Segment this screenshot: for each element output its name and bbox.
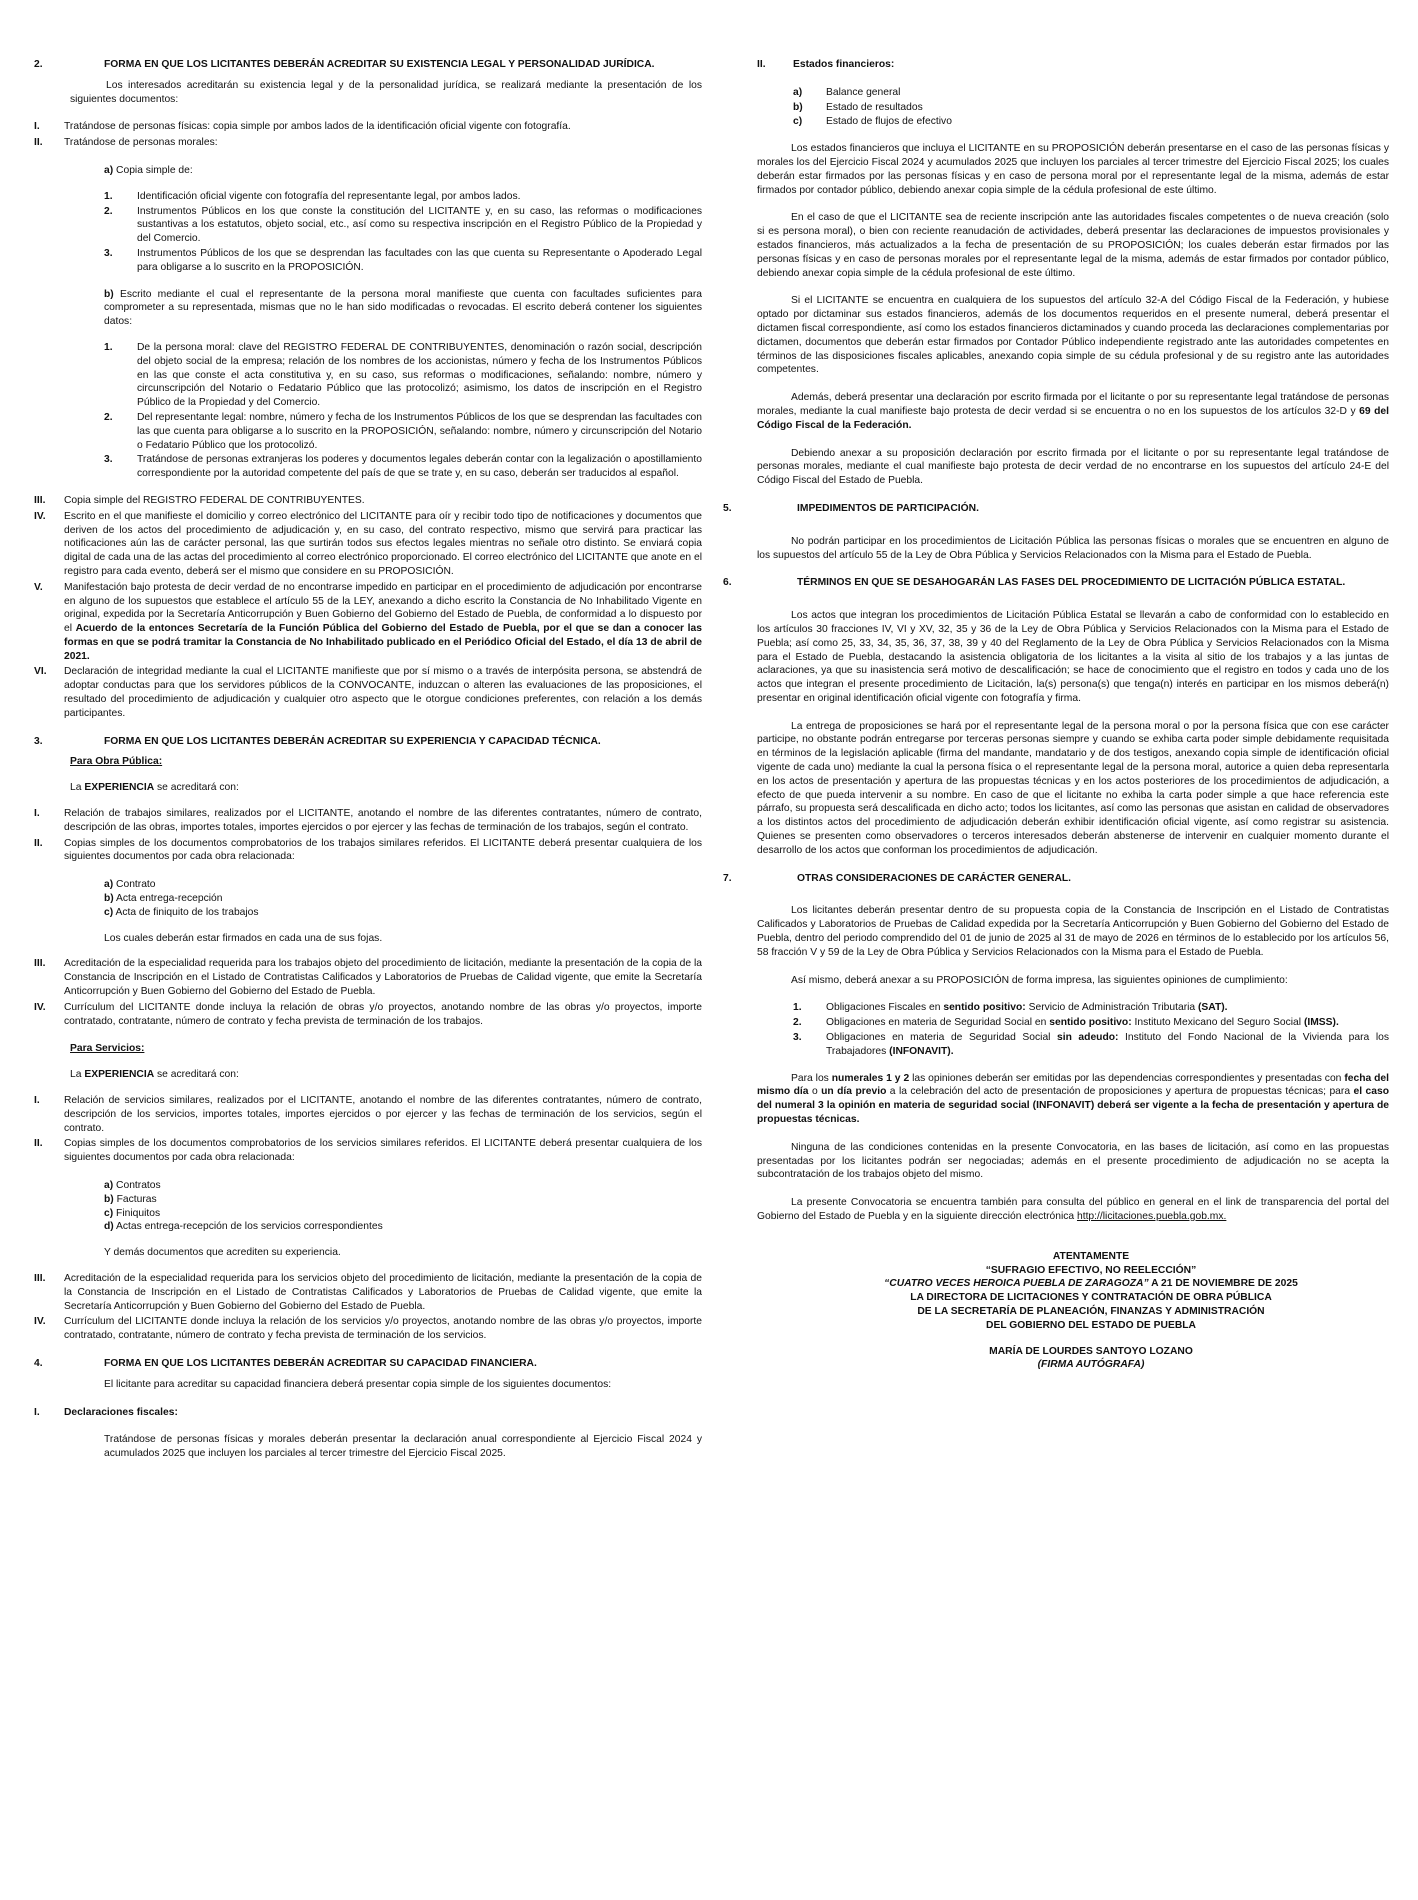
text-span: IV. bbox=[34, 1316, 46, 1328]
text-span: Estado de resultados bbox=[826, 101, 923, 113]
list-item bbox=[793, 86, 1389, 100]
text-span: c) bbox=[104, 906, 114, 918]
list-item bbox=[104, 411, 702, 452]
list-item bbox=[104, 906, 702, 920]
text-span: Manifestación bajo protesta de decir verdad de no encontrarse impedido en participar en el procedimiento de adjudicación por encontrarse en alguno de los supuestos que establece el artículo 55 de la LEY, anexando a dicho escrito la Constancia de No Inhabilitado Vigente en original, expedida por la Secretaría Anticorrupción y Buen Gobierno del Gobierno del Estado de Puebla, de conformidad a lo dispuesto por el bbox=[64, 581, 702, 635]
serv-item-iv bbox=[34, 1315, 702, 1343]
text-span: 5. bbox=[723, 502, 732, 514]
text-span: Facturas bbox=[116, 1193, 157, 1205]
list-item bbox=[104, 205, 702, 246]
roman-numeral: II. bbox=[34, 137, 43, 149]
text-span: 1. bbox=[793, 1002, 802, 1014]
serv-item-iii bbox=[34, 1272, 702, 1313]
text-span: Obligaciones Fiscales en bbox=[826, 1002, 944, 1014]
text-span: EXPERIENCIA bbox=[84, 1069, 155, 1081]
text-span: Obligaciones en materia de Seguridad Social en bbox=[826, 1017, 1050, 1029]
text-span: Además, deberá presentar una declaración por escrito firmada por el licitante o por su representante legal tratándose de personas morales, mediante la cual manifieste bajo protesta de decir verdad si se encuentra o no en los supuestos de los artículos 32-D y bbox=[757, 392, 1389, 417]
text-span: 3. bbox=[104, 247, 113, 259]
text-span: 7. bbox=[723, 872, 732, 884]
text-span: b) bbox=[793, 101, 803, 113]
signer-name: MARÍA DE LOURDES SANTOYO LOZANO bbox=[989, 1345, 1193, 1357]
text-span: Relación de trabajos similares, realizados por el LICITANTE, anotando el nombre de las diferentes contratantes, número de contrato, descripción de las obras, importes totales, importes ejercidos o por ejercer y las fechas de terminación de los trabajos, según el contrato. bbox=[64, 808, 702, 833]
text-span: III. bbox=[34, 494, 46, 506]
item-4-i bbox=[34, 1406, 702, 1420]
list-item bbox=[793, 1001, 1389, 1015]
paragraph: Los actos que integran los procedimientos de Licitación Pública Estatal se llevarán a cabo de conformidad con lo establecido en los artículos 30 fracciones IV, VI y XV, 32, 35 y 36 de la Ley de Obra Pública y Servicios Relacionados con la Misma para el Estado de Puebla; así como 25, 33, 34, 35, 36, 37, 38, 39 y 40 del Reglamento de la Ley de Obra Pública y Servicios Relacionados con la Misma para el Estado de Puebla, destacando la asistencia obligatoria de los licitantes a la visita al sitio de los trabajos y a las juntas de aclaraciones, ya que su inasistencia será motivo de descalificación; se hace de conocimiento que el registro en todos y cada uno de los actos que integran el presente procedimiento de Licitación, la(s) persona(s) que tenga(n) interés en participar en los mismos deberá(n) presentar en original identificación oficial vigente con fotografía y firma. bbox=[757, 610, 1389, 704]
text-span: Para los bbox=[791, 1072, 832, 1084]
text-span: Balance general bbox=[826, 86, 901, 98]
signature-line: LA DIRECTORA DE LICITACIONES Y CONTRATACIÓN DE OBRA PÚBLICA bbox=[910, 1292, 1272, 1304]
text-span: TÉRMINOS EN QUE SE DESAHOGARÁN LAS FASES DEL PROCEDIMIENTO DE LICITACIÓN PÚBLICA ESTATAL. bbox=[797, 577, 1346, 589]
signature-line bbox=[793, 1277, 1389, 1291]
text-span: 2. bbox=[104, 205, 113, 217]
declaraciones-text: Tratándose de personas físicas y morales deberán presentar la declaración anual correspondiente al Ejercicio Fiscal 2024 y acumulados 2025 que incluyen los parciales al tercer trimestre del Ejercicio Fiscal 2025. bbox=[104, 1434, 702, 1460]
right-column bbox=[723, 58, 1390, 1372]
text-span: La bbox=[70, 782, 85, 794]
text-span: 3. bbox=[793, 1032, 802, 1044]
obra-item-iv bbox=[34, 1001, 702, 1029]
list-item bbox=[104, 247, 702, 275]
serv-more-note: Y demás documentos que acrediten su experiencia. bbox=[104, 1247, 341, 1259]
text-span: o bbox=[808, 1086, 822, 1098]
item-2-i bbox=[34, 120, 702, 134]
section-4-heading bbox=[34, 1357, 702, 1371]
item-2-ii bbox=[34, 136, 702, 150]
text-span: sin adeudo: bbox=[1057, 1032, 1119, 1044]
item-2-iii bbox=[34, 494, 702, 508]
section-6-heading bbox=[723, 576, 1389, 590]
text-span: Currículum del LICITANTE donde incluya la relación de los servicios y/o proyectos, anotando nombre de las obras y/o proyectos, importe contratado, contratante, número de contrato y fecha prevista de terminación de los servicios. bbox=[64, 1316, 702, 1342]
list-item bbox=[104, 341, 702, 410]
paragraph: Si el LICITANTE se encuentra en cualquiera de los supuestos del artículo 32-A del Código Fiscal de la Federación, y hubiese optado por dictaminar sus estados financieros, además de los documentos requeridos en el presente numeral, deberá presentar el dictamen fiscal correspondiente, así como los estados financieros dictaminados y cuando proceda las declaraciones complementarias por dictamen, documentos que deberán estar firmados por Contador Público independiente registrado ante las autoridades competentes en términos de las disposiciones fiscales aplicables, anexando copia simple de su cédula profesional y de su registro ante las autoridades competentes. bbox=[757, 295, 1389, 376]
paragraph: Debiendo anexar a su proposición declaración por escrito firmada por el licitante o por su representante legal tratándose de personas morales, mediante el cual manifieste bajo protesta de decir verdad de no encontrarse en los supuestos del artículo 24-E del Código Fiscal del Estado de Puebla. bbox=[757, 447, 1389, 487]
text-span: se acreditará con: bbox=[154, 782, 239, 794]
signature-line: DEL GOBIERNO DEL ESTADO DE PUEBLA bbox=[986, 1319, 1196, 1331]
subsection-text: Copia simple de: bbox=[116, 164, 193, 176]
item-4-ii bbox=[757, 58, 1389, 72]
text-span: Instrumentos Públicos de los que se desprendan las facultades con las que cuenta su Representante o Apoderado Legal para obligarse a lo suscrito en la PROPOSICIÓN. bbox=[137, 247, 702, 273]
obra-publica-heading: Para Obra Pública: bbox=[70, 756, 163, 768]
text-span: V. bbox=[34, 581, 43, 593]
text-span: un día previo bbox=[821, 1086, 887, 1098]
text-span: Del representante legal: nombre, número y fecha de los Instrumentos Públicos de los que se desprendan las facultades con las que cuenta para obligarse a lo suscrito en la PROPOSICIÓN, señalando: nombre, número y circunscripción del Notario o Fedatario Público que los protocolizó. bbox=[137, 411, 702, 451]
text-span: 2. bbox=[104, 411, 113, 423]
servicios-heading: Para Servicios: bbox=[70, 1043, 145, 1055]
text-span: a) bbox=[104, 1180, 114, 1191]
text-span: Instituto Mexicano del Seguro Social bbox=[1131, 1017, 1304, 1029]
text-span: 1. bbox=[104, 341, 113, 353]
signature-line: “SUFRAGIO EFECTIVO, NO REELECCIÓN” bbox=[985, 1264, 1197, 1276]
text-span: IMPEDIMENTOS DE PARTICIPACIÓN. bbox=[797, 502, 979, 514]
text-span: Relación de servicios similares, realizados por el LICITANTE, anotando el nombre de las diferentes contratantes, número de contrato, descripción de los servicios, importes totales, importes ejercidos o por ejercer y las fechas de terminación de los servicios, según el contrato. bbox=[64, 1095, 702, 1134]
text-span: Acreditación de la especialidad requerida para los servicios objeto del procedimiento de licitación, mediante la presentación de la copia de la Constancia de Inscripción en el Listado de Contratistas Calificados y Laboratorios de Pruebas de Calidad vigente, que emite la Secretaría Anticorrupción y Buen Gobierno del Gobierno del Estado de Puebla. bbox=[64, 1272, 702, 1312]
text-span: Declaraciones fiscales: bbox=[64, 1406, 178, 1418]
serv-item-ii bbox=[34, 1137, 702, 1165]
paragraph: Los licitantes deberán presentar dentro de su propuesta copia de la Constancia de Inscripción en el Listado de Contratistas Calificados y Laboratorios de Pruebas de Calidad expedida por la Secretaría Anticorrupción y Buen Gobierno del Gobierno del Estado de Puebla, dentro del periodo comprendido del 01 de junio de 2025 al 31 de mayo de 2026 en términos de lo establecido por los artículos 56, 58 fracción V y 59 de la Ley de Obra Pública y Servicios Relacionados con la Misma para el Estado de Puebla. bbox=[757, 905, 1389, 958]
text-span: Escrito en el que manifieste el domicilio y correo electrónico del LICITANTE para oír y recibir todo tipo de notificaciones y documentos que deriven de los actos del procedimiento de adjudicación y, en su caso, del contrato respectivo, mismo que servirá para practicar las notificaciones aún las de carácter personal, las que surtirán todos sus efectos legales mientras no señale otro distinto. Se enviará copia digital de cada una de las actas del procedimiento al correo electrónico proporcionado. El correo electrónico del LICITANTE que anote en el registro para cada evento, deberá ser el mismo que considere en su PROPOSICIÓN. bbox=[64, 510, 702, 577]
text-span: (INFONAVIT). bbox=[889, 1045, 954, 1057]
text-span: Tratándose de personas extranjeras los poderes y documentos legales deberán contar con la legalización o apostillamiento correspondiente por la autoridad competente del país de que se trate y, en su caso, deberán ser traducidos al español. bbox=[137, 454, 702, 480]
section-title: FORMA EN QUE LOS LICITANTES DEBERÁN ACREDITAR SU EXISTENCIA LEGAL Y PERSONALIDAD JURÍDICA. bbox=[104, 59, 655, 70]
transparency-link[interactable]: http://licitaciones.puebla.gob.mx. bbox=[1076, 1211, 1227, 1222]
text-span: fecha del mismo día bbox=[757, 1072, 1390, 1098]
text-span: Copia simple del REGISTRO FEDERAL DE CONTRIBUYENTES. bbox=[64, 494, 365, 506]
item-2-iv bbox=[34, 510, 702, 579]
signature-line: ATENTAMENTE bbox=[1052, 1250, 1130, 1262]
serv-docs-list bbox=[104, 1179, 702, 1260]
text-span: II. bbox=[34, 837, 43, 849]
signature-line: DE LA SECRETARÍA DE PLANEACIÓN, FINANZAS Y ADMINISTRACIÓN bbox=[917, 1305, 1265, 1317]
section-2-intro: Los interesados acreditarán su existencia legal y de la personalidad jurídica, se realizará mediante la presentación de los siguientes documentos: bbox=[70, 79, 702, 105]
text-span: IV. bbox=[34, 510, 46, 522]
obra-signed-note: Los cuales deberán estar firmados en cada una de sus fojas. bbox=[104, 932, 383, 944]
text-span: Servicio de Administración Tributaria bbox=[1025, 1002, 1198, 1014]
text-span: sentido positivo: bbox=[1049, 1017, 1132, 1029]
text-span: 3. bbox=[104, 454, 113, 466]
serv-item-i bbox=[34, 1094, 702, 1135]
text-span: OTRAS CONSIDERACIONES DE CARÁCTER GENERAL. bbox=[797, 872, 1072, 884]
text-span: a la celebración del acto de presentación de proposiciones y apertura de propuestas técnicas; para bbox=[886, 1086, 1354, 1098]
list-item bbox=[104, 453, 702, 481]
text-span: Actas entrega-recepción de los servicios correspondientes bbox=[116, 1221, 383, 1233]
list-item bbox=[104, 190, 702, 204]
text-span: b) bbox=[104, 893, 114, 905]
opiniones-list bbox=[793, 1001, 1389, 1058]
obra-docs-list bbox=[104, 878, 702, 945]
paragraph: Los estados financieros que incluya el LICITANTE en su PROPOSICIÓN deberán presentarse en el caso de las personas físicas y morales los del Ejercicio Fiscal 2024 y acumulados 2025 que incluyen los parciales al tercer trimestre del Ejercicio Fiscal 2025; los cuales deberán estar firmados por las personas físicas y en caso de persona moral por el representante legal de la misma, además de estar firmados por contador público, debiendo anexar copia simple de la cédula profesional de este último. bbox=[757, 143, 1389, 196]
list-item bbox=[793, 1031, 1389, 1059]
text-span: Instrumentos Públicos en los que conste la constitución del LICITANTE y, en su caso, las reformas o modificaciones sustantivas a los estatutos, objeto social, etc., así como su respectiva inscripción en el Registro Público de la Propiedad y del Comercio. bbox=[137, 205, 702, 245]
text-span: las opiniones deberán ser emitidas por las dependencias correspondientes y presentadas con bbox=[909, 1072, 1345, 1084]
section-4-intro: El licitante para acreditar su capacidad financiera deberá presentar copia simple de los siguientes documentos: bbox=[104, 1378, 612, 1390]
list-item bbox=[793, 115, 1389, 129]
signature-note: (FIRMA AUTÓGRAFA) bbox=[1037, 1359, 1145, 1371]
text-span: I. bbox=[34, 1095, 40, 1107]
text-span: De la persona moral: clave del REGISTRO FEDERAL DE CONTRIBUYENTES, denominación o razón social, descripción del objeto social de la empresa; relación de los nombres de los accionistas, número y fecha de los Instrumentos Públicos en las que conste el acta constitutiva y, en su caso, sus reformas o modificaciones, señalando: nombre, número y circunscripción del Notario o Fedatario Público que las protocolizó; asimismo, los datos de inscripción en el Registro Público de la Propiedad y del Comercio. bbox=[137, 341, 702, 409]
paragraph: La entrega de proposiciones se hará por el representante legal de la persona moral o por la persona física que con ese carácter participe, no obstante podrán entregarse por terceras personas siempre y cuando se exhiba carta poder simple debidamente requisitada en términos de la legislación aplicable (firma del mandante, mandatario y de dos testigos, anexando copia simple de identificación oficial vigente de cada uno) mediante la cual la persona física o el representante legal de la persona moral, autorice a quien deba representarla en los actos de presentación y apertura de las propuestas técnicas y en los actos posteriores de los procedimientos de adjudicación, a efecto de que pueda intervenir a su nombre. En caso de que el licitante no exhiba la carta poder simple a que hace referencia este párrafo, su propuesta será descalificada en dicho acto; todos los licitantes, así como las personas que asistan en calidad de observadores a los distintos actos del procedimiento de adjudicación deberán exhibir identificación oficial vigente, así como registrar su asistencia. Quienes se presenten como observadores o terceros interesados deberán abstenerse de intervenir en cualquier momento durante el desarrollo de los actos que conforman los procedimientos de adjudicación. bbox=[757, 720, 1389, 856]
text-span: (IMSS). bbox=[1303, 1017, 1339, 1029]
text-span: Estado de flujos de efectivo bbox=[826, 116, 952, 128]
paragraph bbox=[757, 391, 1389, 432]
list-item bbox=[793, 101, 1389, 115]
text-span: “CUATRO VECES HEROICA PUEBLA DE ZARAGOZA” bbox=[884, 1278, 1149, 1290]
paragraph: Ninguna de las condiciones contenidas en la presente Convocatoria, en las bases de licitación, así como en las propuestas presentadas por los licitantes podrán ser negociadas; además en el presente procedimiento de adjudicación no se acepta la subcontratación de los trabajos objeto del mismo. bbox=[757, 1141, 1389, 1181]
list-item bbox=[104, 892, 702, 906]
text-span: Identificación oficial vigente con fotografía del representante legal, por ambos lados. bbox=[137, 190, 521, 202]
list-item bbox=[104, 1179, 702, 1193]
item-2-v bbox=[34, 581, 702, 664]
text-span: 4. bbox=[34, 1357, 43, 1369]
text-span: I. bbox=[34, 808, 40, 820]
text-span: Acuerdo de la entonces Secretaría de la Función Pública del Gobierno del Estado de Puebla, por el que se dan a conocer las formas en que se podrá tramitar la Constancia de No Inhabilitado publicado en el Periódico Oficial del Estado, el día 13 de abril de 2021. bbox=[64, 623, 702, 662]
text-span: A 21 DE NOVIEMBRE DE 2025 bbox=[1148, 1278, 1298, 1290]
text-span: a) bbox=[793, 86, 803, 98]
text-span: IV. bbox=[34, 1001, 46, 1013]
list-item bbox=[104, 1220, 702, 1234]
text-span: (SAT). bbox=[1198, 1002, 1228, 1014]
paragraph bbox=[757, 1196, 1389, 1224]
text-span: Currículum del LICITANTE donde incluya la relación de obras y/o proyectos, anotando nombre de las obras y/o proyectos, importe contratado, contratante, número de contrato y fecha prevista de terminación de los trabajos. bbox=[64, 1001, 702, 1027]
text-span: a) bbox=[104, 879, 114, 891]
text-span: Instituto del Fondo Nacional de la Vivienda para los Trabajadores bbox=[826, 1032, 1389, 1057]
paragraph: No podrán participar en los procedimientos de Licitación Pública las personas físicas o morales que se encuentren en alguno de los supuestos del artículo 55 de la Ley de Obra Pública y Servicios Relacionados con la Misma para el Estado de Puebla. bbox=[757, 535, 1389, 561]
text-span: Obligaciones en materia de Seguridad Social bbox=[826, 1032, 1058, 1044]
text-span: II. bbox=[757, 59, 766, 70]
text-span: III. bbox=[34, 958, 46, 970]
text-span: Finiquitos bbox=[116, 1207, 161, 1219]
text-span: VI. bbox=[34, 666, 47, 678]
text-span: EXPERIENCIA bbox=[84, 782, 155, 794]
list-item bbox=[104, 878, 702, 892]
paragraph: En el caso de que el LICITANTE sea de reciente inscripción ante las autoridades fiscales competentes o de nueva creación (solo si es persona moral), o bien con reciente reanudación de actividades, deberá presentar las declaraciones de impuestos provisionales y estados financieros, más actualizados a la fecha de presentación de su PROPOSICIÓN; los cuales deberán estar firmados por las personas físicas y en caso de personas morales por el representante legal de la misma, además de estar firmados por contador público, debiendo anexar copia simple de la cédula profesional de este último. bbox=[757, 212, 1389, 279]
item-2-vi bbox=[34, 665, 702, 720]
item-text: Tratándose de personas morales: bbox=[64, 137, 218, 149]
text-span: Contrato bbox=[116, 879, 156, 891]
paragraph bbox=[757, 1072, 1389, 1127]
text-span: c) bbox=[104, 1207, 114, 1219]
section-2-heading bbox=[34, 58, 702, 72]
section-7-heading bbox=[723, 872, 1389, 886]
text-span: Acreditación de la especialidad requerida para los trabajos objeto del procedimiento de licitación, mediante la presentación de la copia de la Constancia de Inscripción en el Listado de Contratistas Calificados y Laboratorios de Pruebas de Calidad vigente, que emite la Secretaría Anticorrupción y Buen Gobierno del Gobierno del Estado de Puebla. bbox=[64, 958, 702, 998]
subsection-b-list bbox=[104, 341, 702, 481]
subsection-label: a) bbox=[104, 164, 114, 176]
paragraph: Así mismo, deberá anexar a su PROPOSICIÓN de forma impresa, las siguientes opiniones de cumplimiento: bbox=[791, 974, 1288, 986]
text-span: FORMA EN QUE LOS LICITANTES DEBERÁN ACREDITAR SU CAPACIDAD FINANCIERA. bbox=[104, 1357, 537, 1369]
text-span: sentido positivo: bbox=[943, 1002, 1026, 1014]
signature-block bbox=[793, 1250, 1389, 1372]
obra-item-iii bbox=[34, 957, 702, 998]
text-span: III. bbox=[34, 1272, 46, 1284]
list-item bbox=[793, 1016, 1389, 1030]
text-span: Acta entrega-recepción bbox=[116, 893, 223, 905]
text-span: c) bbox=[793, 116, 803, 128]
text-span: Copias simples de los documentos comprobatorios de los trabajos similares referidos. El LICITANTE deberá presentar cualquiera de los siguientes documentos por cada obra relacionada: bbox=[64, 837, 702, 863]
subsection-a-list bbox=[104, 190, 702, 275]
text-span: Declaración de integridad mediante la cual el LICITANTE manifieste que por sí mismo o a través de interpósita persona, se abstendrá de adoptar conductas para que los servidores públicos de la CONVOCANTE, induzcan o alteren las evaluaciones de las proposiciones, el resultado del procedimiento de adjudicación y cualquier otro aspecto que le otorgue condiciones preferentes, con relación a los demás participantes. bbox=[64, 666, 702, 719]
text-span: b) bbox=[104, 1193, 114, 1205]
text-span: Copias simples de los documentos comprobatorios de los servicios similares referidos. El LICITANTE deberá presentar cualquiera de los siguientes documentos por cada obra relacionada: bbox=[64, 1138, 702, 1164]
text-span: La bbox=[70, 1069, 85, 1081]
text-span: d) bbox=[104, 1221, 114, 1233]
text-span: Acta de finiquito de los trabajos bbox=[115, 906, 259, 918]
list-item bbox=[104, 1193, 702, 1207]
text-span: Contratos bbox=[116, 1180, 161, 1191]
roman-numeral: I. bbox=[34, 121, 40, 133]
text-span: el caso del numeral 3 la opinión en materia de seguridad social (INFONAVIT) deberá ser vigente a la fecha de presentación y apertura de propuestas técnicas. bbox=[757, 1086, 1389, 1126]
obra-item-i bbox=[34, 807, 702, 835]
section-5-heading bbox=[723, 502, 1389, 516]
servicios-body bbox=[70, 1042, 702, 1082]
text-span: 2. bbox=[793, 1017, 802, 1029]
estados-list bbox=[793, 86, 1389, 129]
text-span: FORMA EN QUE LOS LICITANTES DEBERÁN ACREDITAR SU EXPERIENCIA Y CAPACIDAD TÉCNICA. bbox=[104, 735, 601, 747]
text-span: numerales 1 y 2 bbox=[831, 1072, 910, 1084]
text-span: I. bbox=[34, 1406, 40, 1418]
subsection-a bbox=[104, 164, 702, 481]
text-span: La presente Convocatoria se encuentra también para consulta del público en general en el link de transparencia del portal del Gobierno del Estado de Puebla y en la siguiente dirección electrónica bbox=[757, 1197, 1389, 1222]
section-number: 2. bbox=[34, 59, 43, 70]
text-span: Estados financieros: bbox=[793, 59, 895, 70]
obra-item-ii bbox=[34, 837, 702, 865]
subsection-text: Escrito mediante el cual el representante de la persona moral manifieste que cuenta con facultades suficientes para comprometer a su representada, mismas que no le han sido modificadas o revocadas. El escrito deberá contener los siguientes datos: bbox=[104, 288, 702, 328]
text-span: 69 del Código Fiscal de la Federación. bbox=[757, 405, 1389, 431]
item-text: Tratándose de personas físicas: copia simple por ambos lados de la identificación oficial vigente con fotografía. bbox=[64, 121, 571, 133]
subsection-label: b) bbox=[104, 288, 114, 300]
text-span: se acreditará con: bbox=[154, 1069, 239, 1081]
text-span: 6. bbox=[723, 577, 732, 589]
text-span: II. bbox=[34, 1138, 43, 1150]
section-3-heading bbox=[34, 735, 702, 749]
text-span: 1. bbox=[104, 190, 113, 202]
list-item bbox=[104, 1207, 702, 1221]
section-3-body bbox=[70, 755, 702, 795]
text-span: 3. bbox=[34, 735, 43, 747]
left-column bbox=[34, 58, 702, 1475]
